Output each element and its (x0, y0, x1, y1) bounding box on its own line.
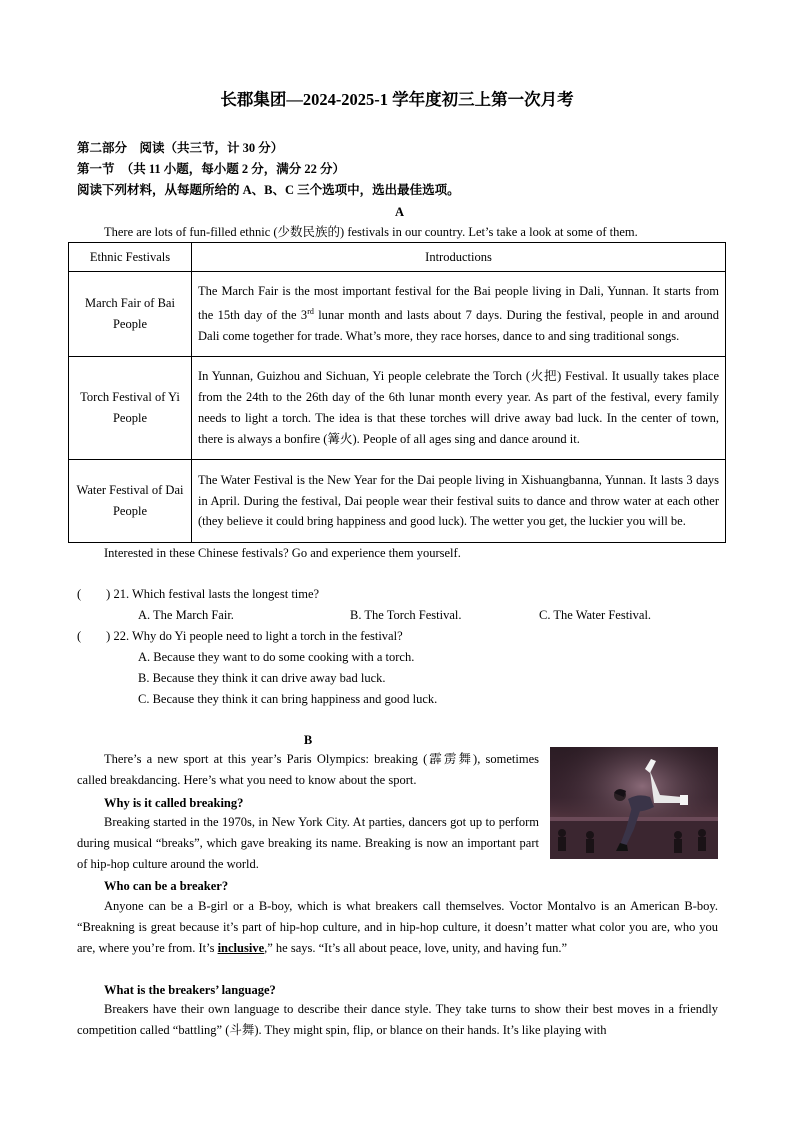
section-heading: 第一节 （共 11 小题，每小题 2 分，满分 22 分） (77, 162, 346, 176)
option-b[interactable]: B. The Torch Festival. (350, 608, 462, 622)
option-c[interactable]: C. Because they think it can bring happiness and good luck. (138, 692, 438, 706)
passage-b-label: B (303, 733, 313, 747)
table-header: Introductions (192, 243, 726, 272)
part-heading: 第二部分 阅读（共三节，计 30 分） (77, 141, 284, 155)
option-a[interactable]: A. The March Fair. (138, 608, 234, 622)
festival-intro: In Yunnan, Guizhou and Sichuan, Yi people celebrate the Torch (火把) Festival. It usually takes place from the 24th to the 26th day of the 6th lunar month every year. As part of the festival, every family needs to light a torch. The idea is that these torches will drive away bad luck. In the center of town, there is always a bonfire (篝火). People of all ages sing and dance around it. (192, 357, 726, 460)
passage-b-paragraph (77, 896, 718, 958)
festival-intro-text: lunar month and lasts about 7 days. During the festival, people in and around Dali come together for trade. What’s more, they race horses, dance to and sing traditional songs. (198, 308, 719, 343)
superscript: rd (307, 307, 314, 317)
festival-name: Water Festival of Dai People (69, 460, 192, 543)
paragraph-text: ,” he says. “It’s all about peace, love, unity, and having fun.” (264, 940, 568, 955)
festival-intro (192, 272, 726, 357)
passage-b-subheading: Who can be a breaker? (104, 879, 229, 893)
table-header-row (69, 243, 726, 272)
passage-a-label: A (394, 205, 405, 219)
festival-intro-text: The March Fair is the most important festival for the Bai people living in Dali, Yunnan. It starts from the 15th day of the 3 (198, 284, 719, 323)
festival-table (68, 242, 726, 543)
table-row (69, 357, 726, 460)
breakdancer-photo (550, 747, 718, 859)
breakdancer-illustration (550, 747, 718, 859)
festival-intro: The Water Festival is the New Year for the Dai people living in Xishuangbanna, Yunnan. It lasts 3 days in April. During the festival, Dai people wear their festival suits to dance and throw water at each other (they believe it could bring happiness and good luck). The wetter you get, the luckier you will be. (192, 460, 726, 543)
passage-b-paragraph: Breakers have their own language to describe their dance style. They take turns to show their best moves in a friendly competition called “battling” (斗舞). They might spin, flip, or blance on their hands. It’s like playing with (77, 1002, 718, 1037)
exam-title: 长郡集团—2024-2025-1 学年度初三上第一次月考 (220, 90, 574, 109)
festival-name: Torch Festival of Yi People (69, 357, 192, 460)
question-22: ( ) 22. Why do Yi people need to light a torch in the festival? (77, 629, 403, 643)
table-row (69, 272, 726, 357)
question-21: ( ) 21. Which festival lasts the longest time? (77, 587, 320, 601)
table-header: Ethnic Festivals (69, 243, 192, 272)
keyword-inclusive: inclusive (217, 940, 265, 955)
option-c[interactable]: C. The Water Festival. (539, 608, 652, 622)
passage-a-intro: There are lots of fun-filled ethnic (少数民族的) festivals in our country. Let’s take a look at some of them. (104, 225, 638, 239)
option-b[interactable]: B. Because they think it can drive away bad luck. (138, 671, 386, 685)
passage-b-subheading: What is the breakers’ language? (104, 983, 276, 997)
instruction: 阅读下列材料，从每题所给的 A、B、C 三个选项中，选出最佳选项。 (77, 183, 460, 197)
passage-b-paragraph: Breaking started in the 1970s, in New York City. At parties, dancers got up to perform during musical “breaks”, which gave breaking its name. Breaking is now an important part of hip-hop culture around the world. (77, 815, 539, 871)
option-a[interactable]: A. Because they want to do some cooking with a torch. (138, 650, 415, 664)
festival-name: March Fair of Bai People (69, 272, 192, 357)
passage-a-outro: Interested in these Chinese festivals? Go and experience them yourself. (104, 546, 461, 560)
table-row (69, 460, 726, 543)
paragraph-text: Anyone can be a B-girl or a B-boy, which is what breakers call themselves. Voctor Montalvo is an American B-boy. “Breakning is great because it’s part of hip-hop culture, and in hip-hop culture, it doesn’t matter what color you are, who you are, where you’re from. It’s (77, 899, 718, 955)
passage-b-subheading: Why is it called breaking? (104, 796, 244, 810)
passage-b-paragraph: There’s a new sport at this year’s Paris Olympics: breaking (霹雳舞), sometimes called breakdancing. Here’s what you need to know about the sport. (77, 752, 539, 787)
